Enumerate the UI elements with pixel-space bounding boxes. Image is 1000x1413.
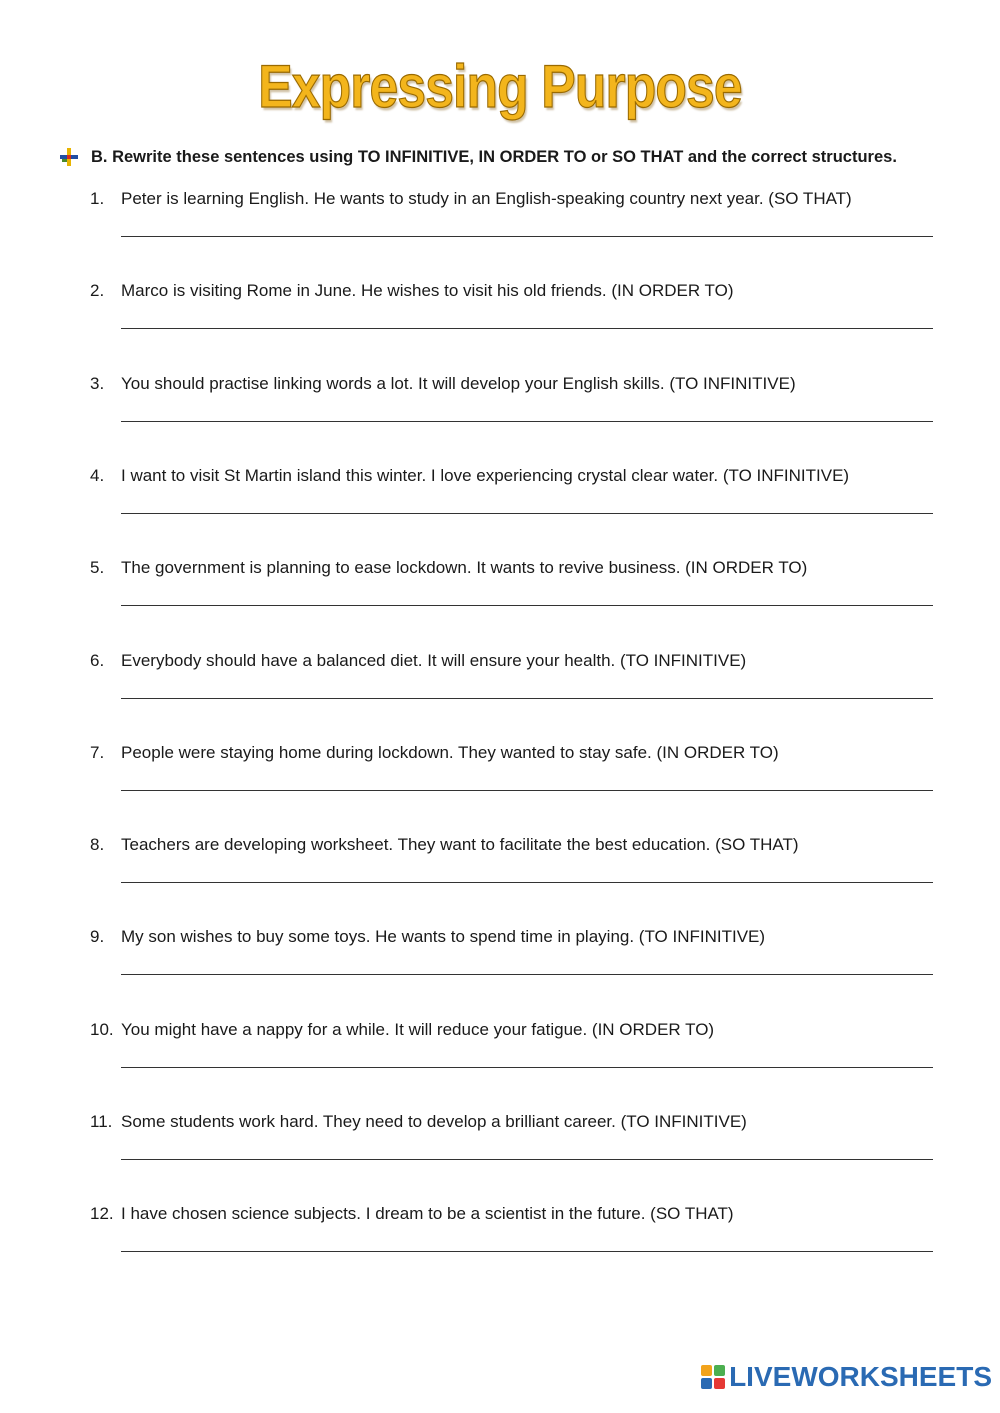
question-number: 5. — [90, 558, 105, 578]
question-number: 8. — [90, 835, 105, 855]
question-item — [90, 1112, 936, 1204]
question-item — [90, 558, 936, 650]
answer-line[interactable] — [121, 236, 933, 237]
question-text — [90, 927, 765, 947]
question-item — [90, 466, 936, 558]
question-number: 12. — [90, 1204, 114, 1224]
question-text — [90, 189, 852, 209]
question-item — [90, 374, 936, 466]
question-item — [90, 281, 936, 373]
answer-line[interactable] — [121, 605, 933, 606]
question-number: 4. — [90, 465, 105, 485]
logo-mark-icon — [701, 1365, 725, 1389]
question-sentence: I want to visit St Martin island this winter. I love experiencing crystal clear water. (TO INFINITIVE) — [121, 465, 850, 485]
answer-line[interactable] — [121, 698, 933, 699]
question-sentence: Teachers are developing worksheet. They want to facilitate the best education. (SO THAT) — [121, 835, 799, 855]
answer-line[interactable] — [121, 328, 933, 329]
question-item — [90, 651, 936, 743]
question-item — [90, 1204, 936, 1296]
question-number: 11. — [90, 1112, 113, 1131]
question-text — [90, 1204, 734, 1224]
answer-line[interactable] — [121, 421, 933, 422]
answer-line[interactable] — [121, 882, 933, 883]
question-text — [90, 281, 734, 301]
liveworksheets-logo — [701, 1361, 992, 1393]
question-sentence: The government is planning to ease lockdown. It wants to revive business. (IN ORDER TO) — [121, 558, 808, 578]
question-number: 10. — [90, 1019, 114, 1039]
question-text — [90, 651, 746, 671]
question-sentence: I have chosen science subjects. I dream to be a scientist in the future. (SO THAT) — [121, 1204, 734, 1224]
logo-text: LIVEWORKSHEETS — [729, 1361, 992, 1392]
question-sentence: Peter is learning English. He wants to study in an English-speaking country next year. (SO THAT) — [121, 189, 852, 208]
question-sentence: My son wishes to buy some toys. He wants to spend time in playing. (TO INFINITIVE) — [121, 927, 766, 947]
answer-line[interactable] — [121, 1067, 933, 1068]
question-number: 9. — [90, 927, 105, 947]
question-number: 6. — [90, 650, 105, 670]
question-sentence: People were staying home during lockdown. They wanted to stay safe. (IN ORDER TO) — [121, 742, 779, 762]
answer-line[interactable] — [121, 790, 933, 791]
answer-line[interactable] — [121, 513, 933, 514]
instruction-text: B. Rewrite these sentences using TO INFINITIVE, IN ORDER TO or SO THAT and the correct structures. — [91, 147, 897, 166]
question-sentence: Everybody should have a balanced diet. It will ensure your health. (TO INFINITIVE) — [121, 650, 747, 670]
question-text — [90, 835, 799, 855]
bullet-icon — [58, 146, 80, 168]
question-text — [90, 1020, 714, 1040]
page-title: Expressing Purpose — [258, 53, 742, 120]
question-text — [90, 374, 796, 394]
question-text — [90, 466, 849, 486]
question-number: 7. — [90, 742, 105, 762]
answer-line[interactable] — [121, 1159, 933, 1160]
question-sentence: Some students work hard. They need to develop a brilliant career. (TO INFINITIVE) — [121, 1112, 747, 1131]
question-sentence: Marco is visiting Rome in June. He wishes to visit his old friends. (IN ORDER TO) — [121, 281, 734, 301]
question-sentence: You might have a nappy for a while. It will reduce your fatigue. (IN ORDER TO) — [121, 1019, 715, 1039]
question-item — [90, 927, 936, 1019]
question-item — [90, 743, 936, 835]
question-item — [90, 835, 936, 927]
question-item — [90, 189, 936, 281]
question-number: 3. — [90, 373, 105, 393]
question-text — [90, 1112, 747, 1132]
answer-line[interactable] — [121, 1251, 933, 1252]
question-item — [90, 1020, 936, 1112]
instruction — [58, 146, 897, 168]
question-sentence: You should practise linking words a lot. It will develop your English skills. (TO INFINITIVE) — [121, 373, 796, 393]
question-text — [90, 743, 779, 763]
question-number: 2. — [90, 281, 105, 301]
question-text — [90, 558, 807, 578]
question-number: 1. — [90, 189, 105, 208]
answer-line[interactable] — [121, 974, 933, 975]
